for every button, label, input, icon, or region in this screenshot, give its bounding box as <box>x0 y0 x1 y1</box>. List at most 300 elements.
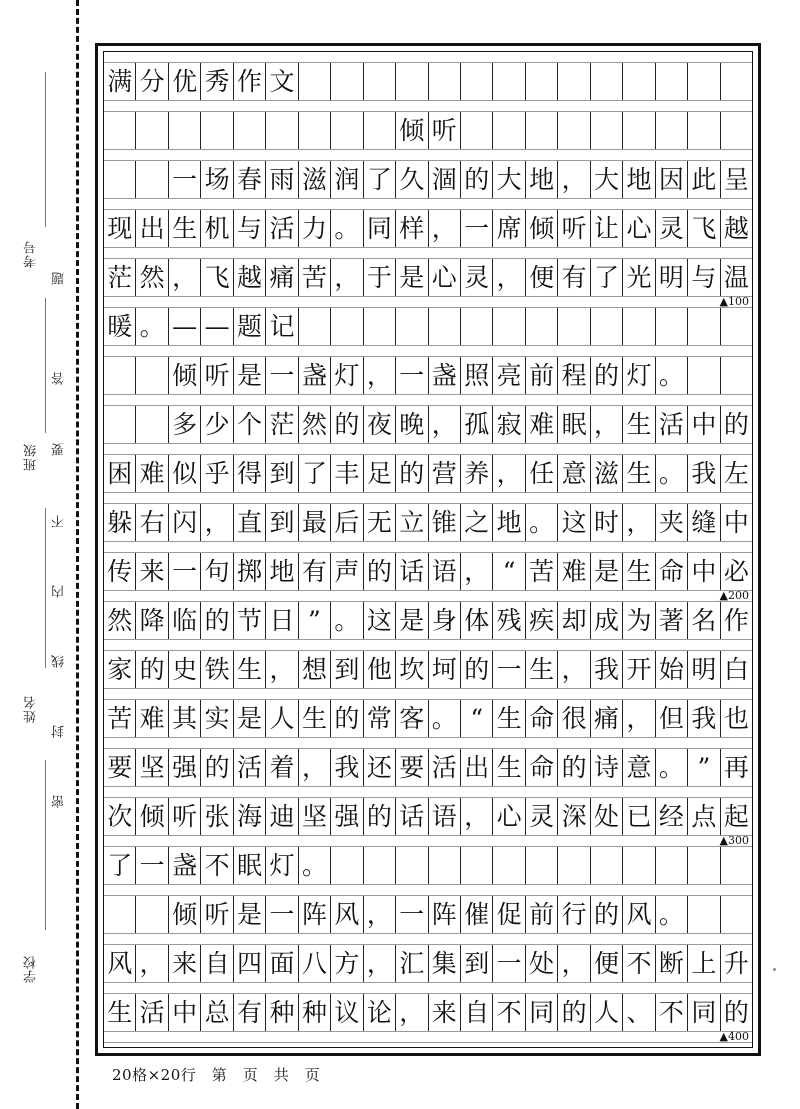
grid-cell[interactable]: 生 <box>299 700 331 737</box>
grid-cell[interactable]: 个 <box>234 406 266 443</box>
grid-cell[interactable]: 是 <box>234 357 266 394</box>
grid-cell[interactable]: 的 <box>461 651 493 688</box>
grid-cell[interactable]: 的 <box>331 406 363 443</box>
grid-row[interactable] <box>104 553 752 591</box>
grid-cell[interactable] <box>656 847 688 884</box>
grid-cell[interactable]: 很 <box>558 700 590 737</box>
grid-cell[interactable]: 盏 <box>169 847 201 884</box>
grid-cell[interactable]: 久 <box>396 161 428 198</box>
grid-cell[interactable]: 此 <box>688 161 720 198</box>
grid-cell[interactable] <box>461 847 493 884</box>
grid-cell[interactable] <box>364 308 396 345</box>
grid-cell[interactable]: 夹 <box>656 504 688 541</box>
grid-cell[interactable]: 铁 <box>201 651 233 688</box>
grid-cell[interactable]: 分 <box>136 63 168 100</box>
grid-cell[interactable]: 的 <box>723 410 749 439</box>
grid-cell[interactable]: 心 <box>623 210 655 247</box>
grid-cell[interactable]: 难 <box>558 553 590 590</box>
grid-cell[interactable] <box>493 63 525 100</box>
grid-cell[interactable]: 然 <box>104 602 136 639</box>
grid-cell[interactable]: 样 <box>396 210 428 247</box>
grid-cell[interactable] <box>721 308 752 345</box>
grid-cell[interactable]: 命 <box>656 553 688 590</box>
grid-row[interactable] <box>104 406 752 444</box>
grid-cell[interactable]: 听 <box>201 357 233 394</box>
grid-cell[interactable]: 照 <box>461 357 493 394</box>
grid-cell[interactable]: 次 <box>104 798 136 835</box>
grid-cell[interactable]: 与 <box>688 259 720 296</box>
grid-cell[interactable]: 上 <box>688 945 720 982</box>
grid-cell[interactable]: 活 <box>266 210 298 247</box>
grid-cell[interactable]: 阵 <box>299 896 331 933</box>
grid-cell[interactable]: ， <box>299 749 331 786</box>
grid-row[interactable] <box>104 357 752 395</box>
grid-cell[interactable] <box>656 112 688 149</box>
grid-cell[interactable]: 的 <box>364 553 396 590</box>
grid-cell[interactable]: 是 <box>396 602 428 639</box>
grid-cell[interactable] <box>364 63 396 100</box>
grid-cell[interactable]: 灵 <box>526 798 558 835</box>
grid-cell[interactable]: 明 <box>656 259 688 296</box>
grid-cell[interactable]: 。 <box>656 749 688 786</box>
grid-cell[interactable]: 一 <box>169 553 201 590</box>
grid-row[interactable] <box>104 504 752 542</box>
grid-cell[interactable]: 盏 <box>299 357 331 394</box>
grid-cell[interactable]: 让 <box>591 210 623 247</box>
grid-cell[interactable]: 躲 <box>104 504 136 541</box>
grid-cell[interactable] <box>591 112 623 149</box>
grid-cell[interactable]: 了 <box>591 259 623 296</box>
grid-cell[interactable]: 春 <box>234 161 266 198</box>
grid-cell[interactable]: 风 <box>623 896 655 933</box>
grid-cell[interactable] <box>656 63 688 100</box>
grid-cell[interactable]: 中 <box>723 508 749 537</box>
grid-cell[interactable]: 方 <box>331 945 363 982</box>
grid-cell[interactable]: 苦 <box>104 700 136 737</box>
grid-cell[interactable] <box>136 896 168 933</box>
grid-cell[interactable]: 生 <box>493 700 525 737</box>
grid-cell[interactable]: 的 <box>558 994 590 1031</box>
grid-cell[interactable]: 。 <box>526 504 558 541</box>
grid-cell[interactable] <box>136 112 168 149</box>
grid-cell[interactable]: 生 <box>623 553 655 590</box>
grid-cell[interactable] <box>526 308 558 345</box>
grid-cell[interactable]: 不 <box>493 994 525 1031</box>
grid-cell[interactable]: 的 <box>461 161 493 198</box>
grid-cell[interactable]: 一 <box>169 161 201 198</box>
grid-cell[interactable]: 着 <box>266 749 298 786</box>
grid-cell[interactable]: 再 <box>723 753 749 782</box>
grid-cell[interactable]: 论 <box>364 994 396 1031</box>
grid-cell[interactable]: 前 <box>526 357 558 394</box>
grid-cell[interactable]: ， <box>364 945 396 982</box>
grid-cell[interactable]: 。 <box>656 357 688 394</box>
grid-cell[interactable]: 右 <box>136 504 168 541</box>
grid-cell[interactable]: ， <box>591 406 623 443</box>
grid-cell[interactable]: 议 <box>331 994 363 1031</box>
grid-cell[interactable]: 听 <box>429 112 461 149</box>
grid-cell[interactable]: 我 <box>688 455 720 492</box>
grid-cell[interactable]: “ <box>493 553 525 590</box>
grid-cell[interactable]: ， <box>331 259 363 296</box>
grid-cell[interactable]: 汇 <box>396 945 428 982</box>
grid-cell[interactable]: 点 <box>688 798 720 835</box>
grid-cell[interactable]: 前 <box>526 896 558 933</box>
grid-cell[interactable]: ， <box>461 798 493 835</box>
grid-cell[interactable]: 锥 <box>429 504 461 541</box>
grid-cell[interactable]: 自 <box>461 994 493 1031</box>
grid-cell[interactable]: 席 <box>493 210 525 247</box>
grid-cell[interactable]: 是 <box>591 553 623 590</box>
grid-cell[interactable]: 经 <box>656 798 688 835</box>
grid-cell[interactable]: 大 <box>493 161 525 198</box>
grid-cell[interactable]: 体 <box>461 602 493 639</box>
grid-cell[interactable]: 的 <box>591 357 623 394</box>
grid-cell[interactable]: 强 <box>331 798 363 835</box>
grid-cell[interactable] <box>721 357 752 394</box>
grid-cell[interactable] <box>721 112 752 149</box>
grid-cell[interactable] <box>623 112 655 149</box>
grid-cell[interactable]: 集 <box>429 945 461 982</box>
grid-cell[interactable]: 促 <box>493 896 525 933</box>
grid-cell[interactable]: 来 <box>429 994 461 1031</box>
grid-cell[interactable]: 催 <box>461 896 493 933</box>
grid-cell[interactable]: 实 <box>201 700 233 737</box>
grid-cell[interactable]: 坚 <box>136 749 168 786</box>
grid-cell[interactable]: 掷 <box>234 553 266 590</box>
grid-cell[interactable]: 现 <box>104 210 136 247</box>
grid-cell[interactable]: 难 <box>526 406 558 443</box>
grid-cell[interactable]: 时 <box>591 504 623 541</box>
grid-row[interactable] <box>104 259 752 297</box>
grid-cell[interactable]: 秀 <box>201 63 233 100</box>
grid-cell[interactable]: ， <box>558 651 590 688</box>
grid-cell[interactable]: 记 <box>266 308 298 345</box>
grid-cell[interactable] <box>169 112 201 149</box>
grid-cell[interactable] <box>558 847 590 884</box>
grid-cell[interactable]: 坚 <box>299 798 331 835</box>
grid-cell[interactable] <box>364 112 396 149</box>
grid-cell[interactable]: 有 <box>299 553 331 590</box>
grid-cell[interactable]: 张 <box>201 798 233 835</box>
grid-cell[interactable] <box>688 847 720 884</box>
grid-cell[interactable] <box>623 308 655 345</box>
grid-row[interactable] <box>104 112 752 150</box>
grid-cell[interactable]: 飞 <box>688 210 720 247</box>
grid-cell[interactable]: 不 <box>623 945 655 982</box>
grid-cell[interactable]: 之 <box>461 504 493 541</box>
grid-cell[interactable]: 温 <box>723 263 749 292</box>
grid-cell[interactable]: 一 <box>396 896 428 933</box>
grid-row[interactable] <box>104 945 752 983</box>
grid-cell[interactable] <box>461 308 493 345</box>
grid-cell[interactable] <box>429 63 461 100</box>
grid-cell[interactable]: 最 <box>299 504 331 541</box>
grid-cell[interactable]: 一 <box>461 210 493 247</box>
grid-cell[interactable] <box>331 847 363 884</box>
grid-cell[interactable]: ， <box>558 945 590 982</box>
grid-cell[interactable]: 的 <box>723 998 749 1027</box>
grid-cell[interactable] <box>299 308 331 345</box>
grid-cell[interactable] <box>331 112 363 149</box>
grid-cell[interactable]: ， <box>461 553 493 590</box>
grid-cell[interactable]: ， <box>364 896 396 933</box>
grid-cell[interactable] <box>104 112 136 149</box>
grid-cell[interactable]: 要 <box>396 749 428 786</box>
grid-cell[interactable]: 地 <box>266 553 298 590</box>
grid-cell[interactable] <box>558 63 590 100</box>
grid-cell[interactable]: 中 <box>688 406 720 443</box>
grid-cell[interactable]: 然 <box>136 259 168 296</box>
grid-cell[interactable]: 的 <box>591 896 623 933</box>
grid-row[interactable] <box>104 161 752 199</box>
grid-cell[interactable]: ， <box>623 700 655 737</box>
grid-cell[interactable]: 灵 <box>461 259 493 296</box>
grid-cell[interactable]: 力 <box>299 210 331 247</box>
grid-cell[interactable]: 命 <box>526 700 558 737</box>
grid-cell[interactable] <box>364 847 396 884</box>
grid-cell[interactable]: 意 <box>558 455 590 492</box>
grid-cell[interactable]: 活 <box>136 994 168 1031</box>
grid-cell[interactable]: 盏 <box>429 357 461 394</box>
grid-cell[interactable]: 命 <box>526 749 558 786</box>
grid-cell[interactable] <box>104 896 136 933</box>
grid-cell[interactable] <box>688 357 720 394</box>
grid-cell[interactable]: 想 <box>299 651 331 688</box>
grid-cell[interactable]: ， <box>266 651 298 688</box>
grid-cell[interactable]: 乎 <box>201 455 233 492</box>
grid-cell[interactable]: 涸 <box>429 161 461 198</box>
grid-cell[interactable]: 到 <box>266 455 298 492</box>
grid-cell[interactable]: 风 <box>104 945 136 982</box>
grid-cell[interactable] <box>104 357 136 394</box>
grid-cell[interactable]: 话 <box>396 553 428 590</box>
grid-cell[interactable]: 日 <box>266 602 298 639</box>
grid-cell[interactable]: 呈 <box>723 165 749 194</box>
grid-cell[interactable]: 营 <box>429 455 461 492</box>
grid-cell[interactable]: 茫 <box>266 406 298 443</box>
grid-cell[interactable] <box>136 406 168 443</box>
grid-cell[interactable]: 了 <box>299 455 331 492</box>
grid-cell[interactable] <box>104 161 136 198</box>
grid-cell[interactable]: 来 <box>136 553 168 590</box>
grid-cell[interactable] <box>623 847 655 884</box>
grid-cell[interactable]: 同 <box>688 994 720 1031</box>
grid-cell[interactable]: 活 <box>234 749 266 786</box>
grid-row[interactable] <box>104 700 752 738</box>
grid-row[interactable] <box>104 798 752 836</box>
grid-cell[interactable]: 四 <box>234 945 266 982</box>
grid-cell[interactable]: 孤 <box>461 406 493 443</box>
grid-cell[interactable]: 已 <box>623 798 655 835</box>
grid-cell[interactable]: 无 <box>364 504 396 541</box>
grid-cell[interactable]: 其 <box>169 700 201 737</box>
grid-cell[interactable]: 我 <box>591 651 623 688</box>
grid-cell[interactable]: 同 <box>364 210 396 247</box>
grid-cell[interactable]: 始 <box>656 651 688 688</box>
grid-cell[interactable]: 节 <box>234 602 266 639</box>
grid-cell[interactable] <box>429 308 461 345</box>
grid-cell[interactable]: 后 <box>331 504 363 541</box>
grid-cell[interactable]: 痛 <box>591 700 623 737</box>
grid-cell[interactable]: 倾 <box>169 896 201 933</box>
grid-cell[interactable]: 因 <box>656 161 688 198</box>
grid-cell[interactable]: 话 <box>396 798 428 835</box>
grid-cell[interactable]: 心 <box>429 259 461 296</box>
grid-cell[interactable]: 是 <box>396 259 428 296</box>
grid-row[interactable] <box>104 210 752 248</box>
grid-cell[interactable]: 飞 <box>201 259 233 296</box>
grid-cell[interactable]: 灯 <box>623 357 655 394</box>
grid-cell[interactable]: 临 <box>169 602 201 639</box>
grid-cell[interactable]: 必 <box>723 557 749 586</box>
grid-cell[interactable] <box>234 112 266 149</box>
grid-cell[interactable]: 。 <box>656 455 688 492</box>
grid-cell[interactable]: 了 <box>104 847 136 884</box>
grid-cell[interactable]: 了 <box>364 161 396 198</box>
grid-cell[interactable]: 人 <box>591 994 623 1031</box>
grid-cell[interactable]: 深 <box>558 798 590 835</box>
grid-cell[interactable]: 客 <box>396 700 428 737</box>
grid-cell[interactable] <box>493 308 525 345</box>
grid-cell[interactable]: 。 <box>136 308 168 345</box>
grid-cell[interactable]: 灯 <box>266 847 298 884</box>
grid-cell[interactable]: 光 <box>623 259 655 296</box>
grid-cell[interactable]: 闪 <box>169 504 201 541</box>
grid-cell[interactable]: 一 <box>266 357 298 394</box>
grid-cell[interactable]: 传 <box>104 553 136 590</box>
grid-cell[interactable]: ， <box>169 259 201 296</box>
grid-cell[interactable]: 一 <box>266 896 298 933</box>
grid-cell[interactable] <box>526 112 558 149</box>
grid-cell[interactable]: 我 <box>688 700 720 737</box>
grid-cell[interactable]: 然 <box>299 406 331 443</box>
grid-cell[interactable]: 寂 <box>493 406 525 443</box>
grid-cell[interactable]: 不 <box>201 847 233 884</box>
grid-cell[interactable]: 处 <box>591 798 623 835</box>
grid-cell[interactable]: 直 <box>234 504 266 541</box>
grid-cell[interactable]: 诗 <box>591 749 623 786</box>
grid-cell[interactable] <box>331 63 363 100</box>
grid-cell[interactable]: 名 <box>688 602 720 639</box>
grid-cell[interactable] <box>591 63 623 100</box>
grid-cell[interactable]: 声 <box>331 553 363 590</box>
grid-cell[interactable]: ， <box>429 210 461 247</box>
composition-grid[interactable] <box>104 52 752 1043</box>
grid-row[interactable] <box>104 602 752 640</box>
grid-cell[interactable]: 他 <box>364 651 396 688</box>
grid-cell[interactable]: 生 <box>169 210 201 247</box>
grid-cell[interactable]: 身 <box>429 602 461 639</box>
grid-cell[interactable]: 生 <box>623 455 655 492</box>
grid-cell[interactable]: 眠 <box>234 847 266 884</box>
grid-cell[interactable]: 来 <box>169 945 201 982</box>
grid-cell[interactable]: 文 <box>266 63 298 100</box>
grid-cell[interactable]: 种 <box>266 994 298 1031</box>
grid-cell[interactable]: 题 <box>234 308 266 345</box>
grid-row[interactable] <box>104 847 752 885</box>
grid-cell[interactable] <box>396 63 428 100</box>
grid-cell[interactable]: 八 <box>299 945 331 982</box>
grid-cell[interactable]: 有 <box>234 994 266 1031</box>
grid-cell[interactable]: 灵 <box>656 210 688 247</box>
grid-cell[interactable]: ， <box>136 945 168 982</box>
grid-cell[interactable]: 困 <box>104 455 136 492</box>
grid-cell[interactable]: 程 <box>558 357 590 394</box>
grid-cell[interactable] <box>688 896 720 933</box>
grid-cell[interactable]: ” <box>688 749 720 786</box>
grid-cell[interactable]: ” <box>299 602 331 639</box>
grid-cell[interactable]: 句 <box>201 553 233 590</box>
grid-cell[interactable]: 机 <box>201 210 233 247</box>
grid-cell[interactable]: 越 <box>723 214 749 243</box>
grid-cell[interactable]: 立 <box>396 504 428 541</box>
grid-cell[interactable]: 坷 <box>429 651 461 688</box>
grid-cell[interactable]: 史 <box>169 651 201 688</box>
grid-cell[interactable]: — <box>201 308 233 345</box>
grid-cell[interactable]: 满 <box>104 63 136 100</box>
grid-cell[interactable] <box>721 896 752 933</box>
grid-cell[interactable]: 为 <box>623 602 655 639</box>
grid-cell[interactable]: 得 <box>234 455 266 492</box>
grid-cell[interactable]: 茫 <box>104 259 136 296</box>
grid-cell[interactable]: 。 <box>656 896 688 933</box>
grid-row[interactable] <box>104 308 752 346</box>
grid-cell[interactable]: 夜 <box>364 406 396 443</box>
grid-cell[interactable]: 要 <box>104 749 136 786</box>
grid-cell[interactable]: 种 <box>299 994 331 1031</box>
grid-cell[interactable] <box>299 63 331 100</box>
grid-cell[interactable] <box>591 847 623 884</box>
grid-cell[interactable]: 是 <box>234 896 266 933</box>
grid-row[interactable] <box>104 63 752 101</box>
grid-cell[interactable]: 心 <box>493 798 525 835</box>
grid-cell[interactable]: 还 <box>364 749 396 786</box>
grid-cell[interactable]: 倾 <box>136 798 168 835</box>
grid-cell[interactable]: ， <box>396 994 428 1031</box>
grid-cell[interactable]: ， <box>364 357 396 394</box>
grid-cell[interactable]: 痛 <box>266 259 298 296</box>
grid-cell[interactable] <box>461 63 493 100</box>
grid-cell[interactable]: 丰 <box>331 455 363 492</box>
grid-cell[interactable]: 语 <box>429 553 461 590</box>
grid-row[interactable] <box>104 749 752 787</box>
grid-cell[interactable]: 少 <box>201 406 233 443</box>
grid-cell[interactable]: 到 <box>331 651 363 688</box>
grid-cell[interactable]: 的 <box>201 602 233 639</box>
grid-cell[interactable] <box>461 112 493 149</box>
grid-cell[interactable]: 的 <box>136 651 168 688</box>
grid-cell[interactable] <box>201 112 233 149</box>
grid-cell[interactable]: 活 <box>656 406 688 443</box>
grid-cell[interactable]: 是 <box>234 700 266 737</box>
grid-cell[interactable] <box>136 161 168 198</box>
grid-cell[interactable]: 到 <box>266 504 298 541</box>
grid-cell[interactable]: 似 <box>169 455 201 492</box>
grid-cell[interactable]: 倾 <box>396 112 428 149</box>
grid-cell[interactable]: 地 <box>493 504 525 541</box>
grid-cell[interactable]: — <box>169 308 201 345</box>
grid-cell[interactable]: 迪 <box>266 798 298 835</box>
grid-cell[interactable]: 坎 <box>396 651 428 688</box>
grid-cell[interactable]: 便 <box>526 259 558 296</box>
grid-cell[interactable]: 苦 <box>299 259 331 296</box>
grid-cell[interactable] <box>526 847 558 884</box>
grid-cell[interactable]: 处 <box>526 945 558 982</box>
grid-cell[interactable] <box>591 308 623 345</box>
grid-cell[interactable]: 优 <box>169 63 201 100</box>
grid-cell[interactable]: 倾 <box>526 210 558 247</box>
